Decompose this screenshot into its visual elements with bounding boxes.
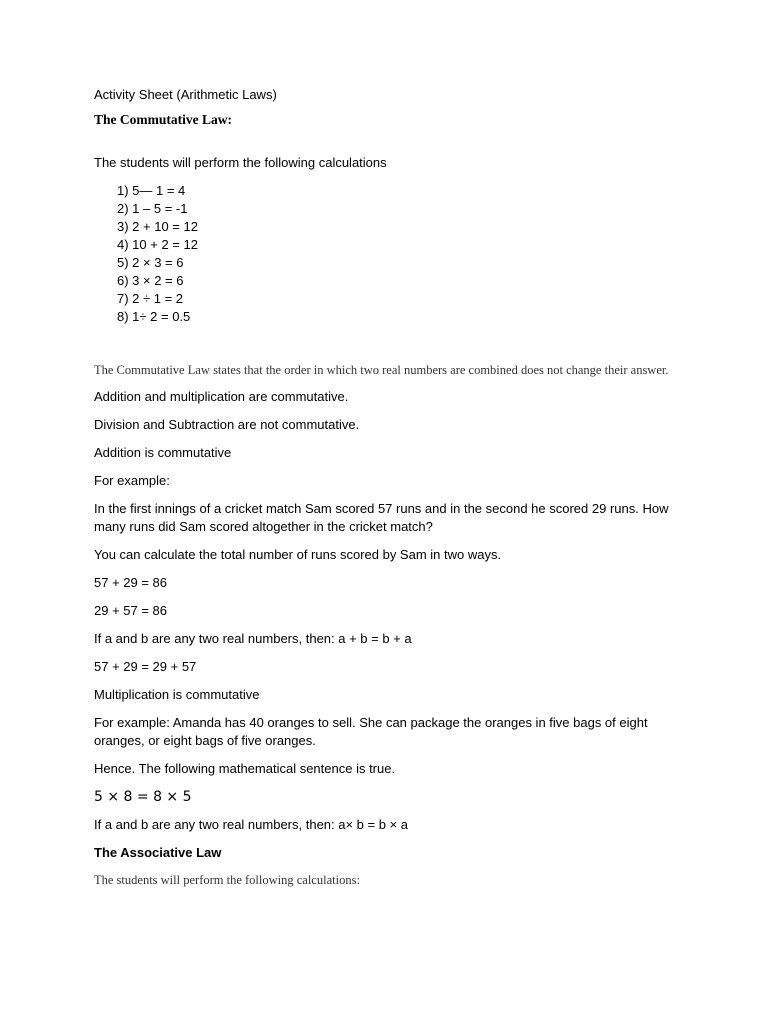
calculation-item: 8) 1÷ 2 = 0.5 — [117, 309, 191, 324]
calculation-item: 3) 2 + 10 = 12 — [117, 219, 198, 234]
calculation-item: 2) 1 – 5 = -1 — [117, 201, 188, 216]
calculation-item: 4) 10 + 2 = 12 — [117, 237, 198, 252]
paragraph-oranges-example: For example: Amanda has 40 oranges to sell. She can package the oranges in five bags of eight oranges, or eight bags of five oranges. — [94, 715, 648, 748]
associative-intro: The students will perform the following calculations: — [94, 873, 360, 887]
paragraph-two-ways: You can calculate the total number of runs scored by Sam in two ways. — [94, 547, 502, 562]
paragraph-addition-multiplication: Addition and multiplication are commutative. — [94, 389, 349, 404]
equation-57-29: 57 + 29 = 86 — [94, 575, 168, 590]
equation-29-57: 29 + 57 = 86 — [94, 603, 168, 618]
paragraph-addition-commutative: Addition is commutative — [94, 445, 232, 460]
commutative-law-statement: The Commutative Law states that the order in which two real numbers are combined does not change their answer. — [94, 363, 669, 377]
associative-law-heading: The Associative Law — [94, 845, 222, 860]
paragraph-hence: Hence. The following mathematical sentence is true. — [94, 761, 396, 776]
calculation-item: 1) 5— 1 = 4 — [117, 183, 186, 198]
document-title: Activity Sheet (Arithmetic Laws) — [94, 87, 277, 102]
calculation-item: 5) 2 × 3 = 6 — [117, 255, 184, 270]
paragraph-multiplication-commutative: Multiplication is commutative — [94, 687, 260, 702]
addition-rule: If a and b are any two real numbers, then: a + b = b + a — [94, 631, 412, 646]
calculation-item: 6) 3 × 2 = 6 — [117, 273, 184, 288]
calculation-list — [117, 182, 694, 326]
multiplication-rule: If a and b are any two real numbers, then: a× b = b × a — [94, 817, 409, 832]
paragraph-for-example: For example: — [94, 473, 170, 488]
equation-5x8: 5 × 8 = 8 × 5 — [94, 789, 192, 805]
calculations-intro: The students will perform the following calculations — [94, 155, 387, 170]
equation-commutative-sum: 57 + 29 = 29 + 57 — [94, 659, 197, 674]
document-page — [94, 86, 694, 889]
calculation-item: 7) 2 ÷ 1 = 2 — [117, 291, 184, 306]
paragraph-division-subtraction: Division and Subtraction are not commutative. — [94, 417, 360, 432]
commutative-law-heading: The Commutative Law: — [94, 112, 232, 127]
paragraph-cricket-problem: In the first innings of a cricket match Sam scored 57 runs and in the second he scored 29 runs. How many runs did Sam scored altogether in the cricket match? — [94, 501, 669, 534]
